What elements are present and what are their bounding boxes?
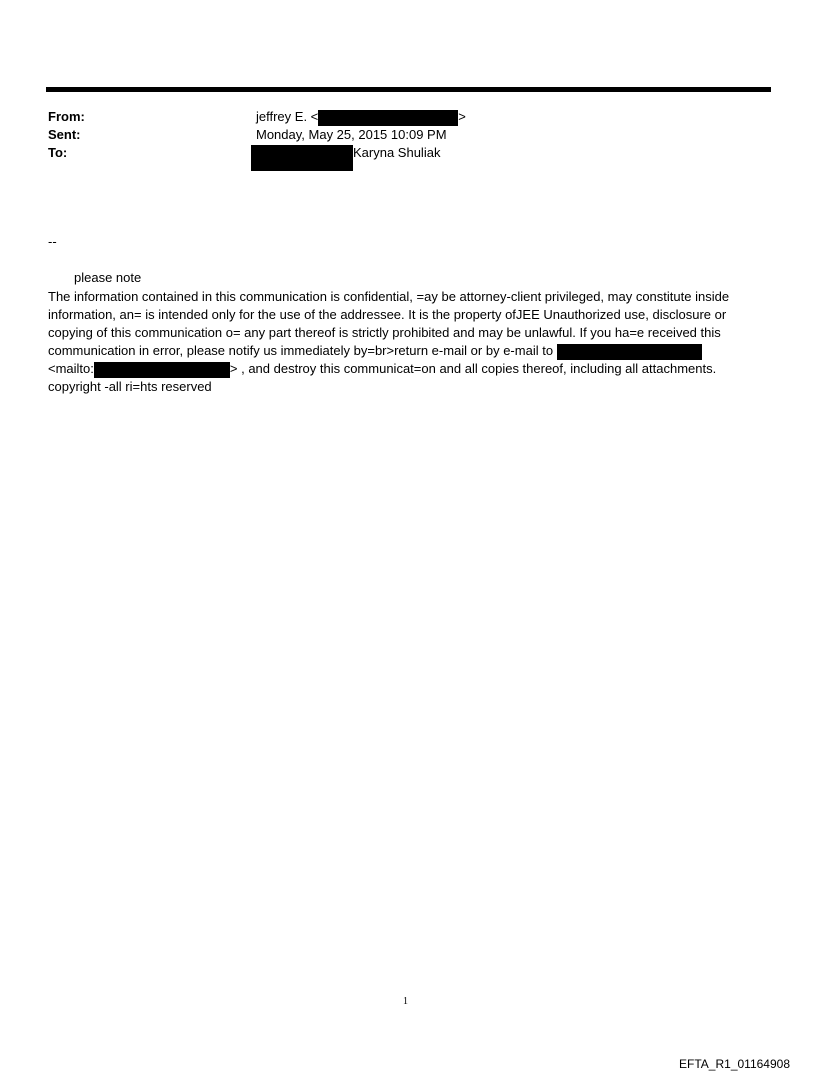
from-label: From: (48, 109, 85, 124)
sent-value: Monday, May 25, 2015 10:09 PM (256, 127, 447, 142)
disclaimer-line (48, 342, 778, 360)
disclaimer-line-text: > , and destroy this communicat=on and all copies thereof, including all attachments. (229, 361, 717, 376)
redacted-email-notify (557, 344, 702, 360)
from-name: jeffrey E. < (256, 109, 319, 124)
redacted-recipient (251, 145, 353, 171)
confidentiality-disclaimer (48, 288, 778, 396)
signature-separator: -- (48, 234, 57, 249)
redacted-mailto-address (94, 362, 230, 378)
redacted-email-from (318, 110, 458, 126)
note-heading: please note (74, 270, 142, 285)
disclaimer-line: copying of this communication o= any part thereof is strictly prohibited and may be unlawful. If you ha=e received this (48, 325, 721, 340)
sent-label: Sent: (48, 127, 81, 142)
disclaimer-line: information, an= is intended only for the use of the addressee. It is the property ofJEE Unauthorized use, disclosure or (48, 307, 727, 322)
disclaimer-line-text: communication in error, please notify us immediately by=br>return e-mail or by e-mail to (48, 343, 554, 358)
mailto-prefix: <mailto: (48, 361, 94, 376)
from-close: > (458, 109, 466, 124)
disclaimer-line: copyright -all ri=hts reserved (48, 379, 212, 394)
page-number: 1 (403, 996, 408, 1007)
to-name: Karyna Shuliak (353, 145, 441, 160)
header-divider (46, 87, 771, 92)
disclaimer-line: The information contained in this communication is confidential, =ay be attorney-client privileged, may constitute inside (48, 289, 730, 304)
document-id: EFTA_R1_01164908 (679, 1057, 790, 1071)
to-label: To: (48, 145, 68, 160)
from-value (256, 109, 466, 126)
disclaimer-line (48, 360, 778, 378)
